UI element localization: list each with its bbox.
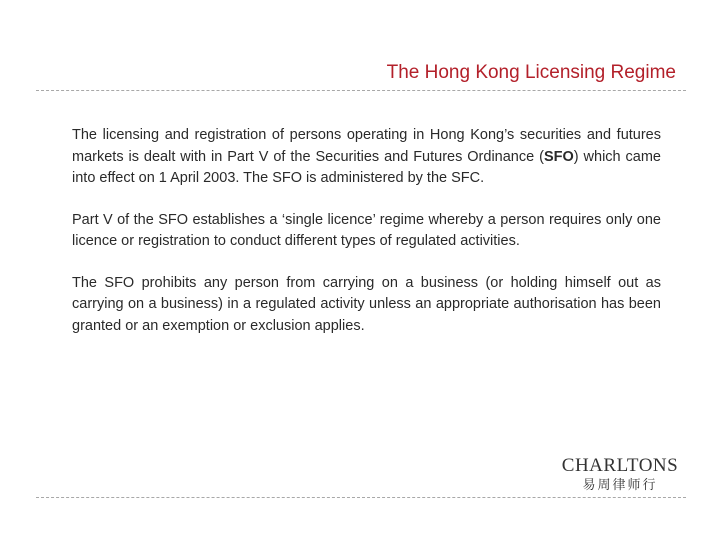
bullet-text-3: The SFO prohibits any person from carrying on a business (or holding himself out as carrying on a business) in a regulated activity unless an appropriate authorisation has been granted or an exemption or exclusion applies. xyxy=(72,274,661,334)
bullet-text-2: Part V of the SFO establishes a ‘single licence’ regime whereby a person requires only one licence or registration to conduct different types of regulated activities. xyxy=(72,211,661,249)
bullet-text-1 xyxy=(72,125,661,190)
logo-chinese-name: 易周律师行 xyxy=(582,478,658,493)
bullet-list xyxy=(52,125,661,357)
bullet-item-3 xyxy=(52,273,661,338)
sfo-abbreviation: SFO xyxy=(543,148,574,165)
bullet-text-1-part-b: ) which came into effect on 1 April 2003. The SFO is administered by the SFC. xyxy=(72,148,661,186)
bullet-item-2 xyxy=(52,210,661,253)
logo-wordmark: CHARLTONS xyxy=(561,455,679,476)
bullet-item-1 xyxy=(52,125,661,190)
slide-title: The Hong Kong Licensing Regime xyxy=(386,62,676,83)
bullet-text-1-part-a: The licensing and registration of persons operating in Hong Kong’s securities and futures markets is dealt with in Part V of the Securities and Futures Ordinance ( xyxy=(72,127,661,165)
bottom-divider xyxy=(36,497,686,498)
charltons-logo xyxy=(560,455,680,497)
top-divider xyxy=(36,90,686,91)
